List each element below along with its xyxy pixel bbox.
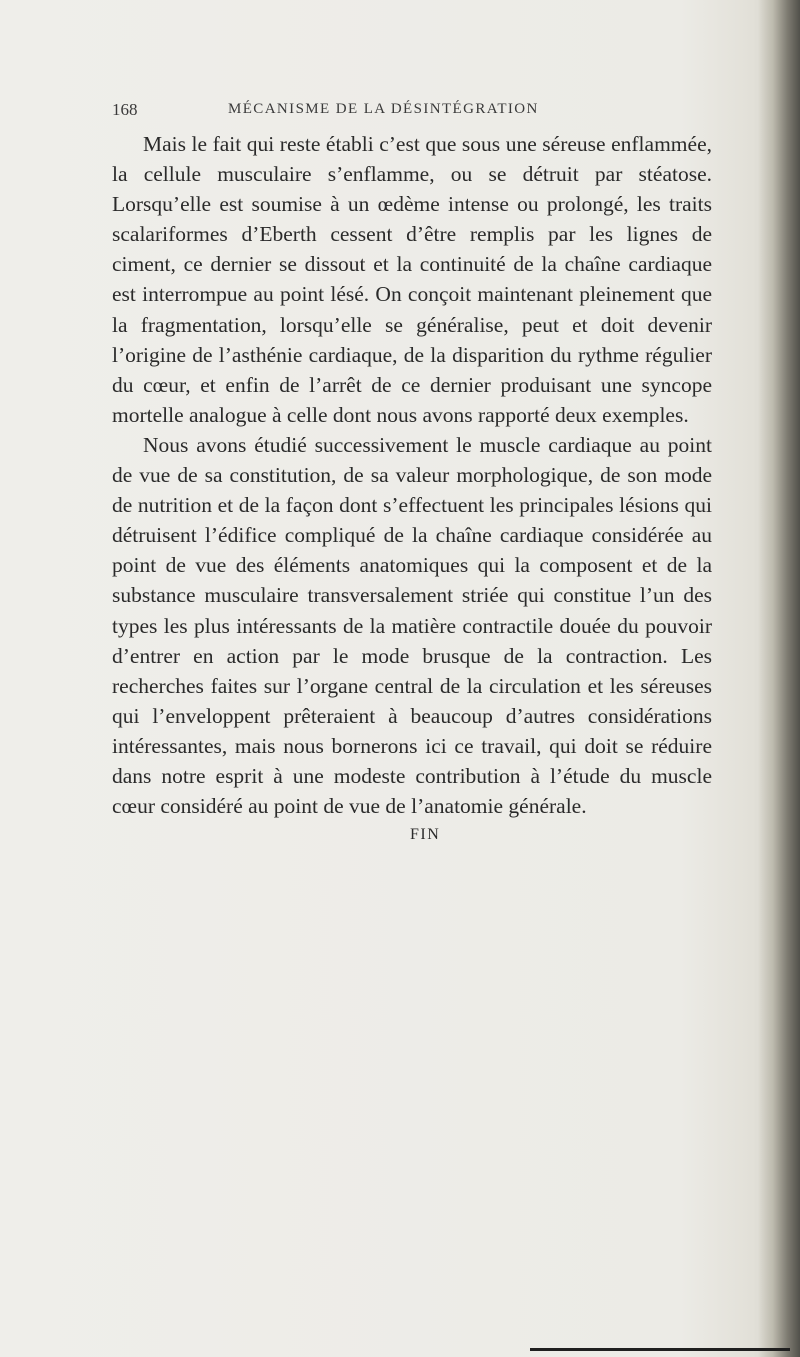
end-mark: FIN [410,826,441,843]
bottom-rule [530,1348,790,1351]
page-number: 168 [112,100,138,119]
running-head [112,100,712,124]
book-binding-edge [758,0,800,1357]
paragraph: Nous avons étudié successivement le muscle cardiaque au point de vue de sa constitution, de sa valeur morphologique, de son mode de nutrition et de la façon dont s’effectuent les principales lésions qui détruisent l’édifice compliqué de la chaîne cardiaque considérée au point de vue des éléments anatomiques qui la composent et de la substance musculaire transversalement striée qui constitue l’un des types les plus intéressants de la matière contractile douée du pouvoir d’entrer en action par le mode brusque de la contraction. Les recherches faites sur l’organe central de la circulation et les séreuses qui l’enveloppent prêteraient à beaucoup d’autres considérations intéressantes, mais nous bornerons ici ce travail, qui doit se réduire dans notre esprit à une modeste contribution à l’étude du muscle cœur considéré au point de vue de l’anatomie générale. [112,432,712,819]
body-text [112,129,712,821]
running-title: MÉCANISME DE LA DÉSINTÉGRATION [228,101,539,117]
paragraph: Mais le fait qui reste établi c’est que sous une séreuse enflammée, la cellule musculaire s’enflamme, ou se détruit par stéatose. Lorsqu’elle est soumise à un œdème intense ou prolongé, les traits scalariformes d’Eberth cessent d’être remplis par les lignes de ciment, ce dernier se dissout et la continuité de la chaîne cardiaque est interrompue au point lésé. On conçoit maintenant pleinement que la fragmentation, lorsqu’elle se généralise, peut et doit devenir l’origine de l’asthénie cardiaque, de la disparition du rythme régulier du cœur, et enfin de l’arrêt de ce dernier produisant une syncope mortelle analogue à celle dont nous avons rapporté deux exemples. [112,132,712,427]
